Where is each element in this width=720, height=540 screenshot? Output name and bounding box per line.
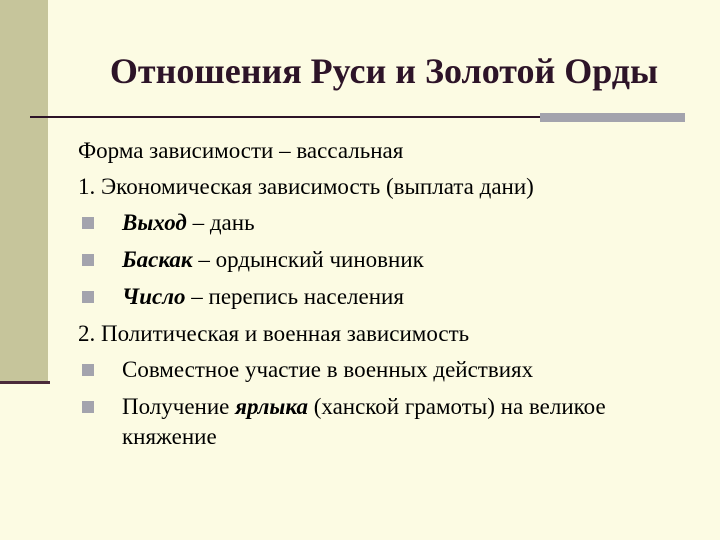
list-item-baskak — [78, 245, 678, 275]
list-item-yarlyk — [78, 392, 678, 452]
term: ярлыка — [235, 394, 308, 419]
slide-content — [78, 136, 678, 459]
slide-title: Отношения Руси и Золотой Орды — [109, 51, 659, 91]
definition: – дань — [186, 210, 255, 235]
square-bullet-icon — [82, 364, 94, 376]
item-text-prefix: Получение — [122, 394, 236, 419]
list-item-vykhod — [78, 208, 678, 238]
definition: – перепись населения — [185, 284, 404, 309]
left-decor-line — [0, 381, 50, 384]
item-text: Совместное участие в военных действиях — [122, 357, 534, 382]
term: Число — [122, 284, 186, 309]
political-dependency-heading: 2. Политическая и военная зависимость — [78, 321, 470, 346]
list-item-chislo — [78, 282, 678, 312]
square-bullet-icon — [82, 217, 94, 229]
title-divider-accent — [540, 113, 685, 122]
square-bullet-icon — [82, 291, 94, 303]
economic-dependency-heading: 1. Экономическая зависимость (выплата дани) — [78, 174, 534, 199]
definition: – ордынский чиновник — [192, 247, 424, 272]
dependency-form-line: Форма зависимости – вассальная — [78, 138, 404, 163]
list-item-joint-military — [78, 355, 678, 385]
term: Баскак — [122, 247, 193, 272]
term: Выход — [122, 210, 187, 235]
item-text-suffix: (ханской грамоты) на великое княжение — [122, 394, 606, 449]
left-decor-bar — [0, 0, 48, 382]
square-bullet-icon — [82, 401, 94, 413]
square-bullet-icon — [82, 254, 94, 266]
